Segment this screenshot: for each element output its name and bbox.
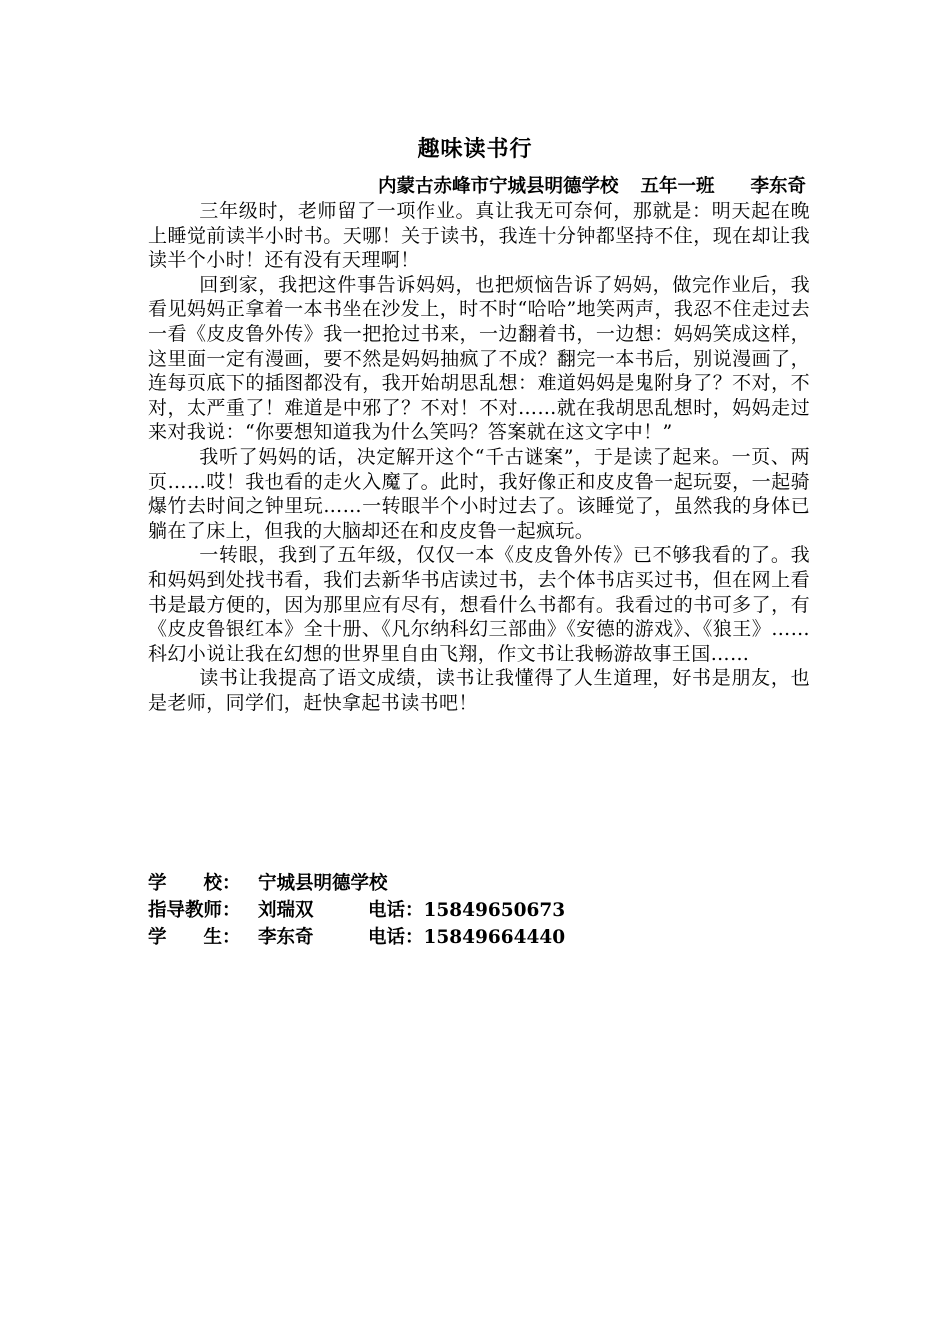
footer-school-row [148,870,810,897]
footer-teacher-row [148,897,810,924]
student-phone: 15849664440 [423,927,566,948]
paragraph-2: 回到家，我把这件事告诉妈妈，也把烦恼告诉了妈妈，做完作业后，我看见妈妈正拿着一本书坐在沙发上，时不时“哈哈”地笑两声，我忍不住走过去一看《皮皮鲁外传》我一把抢过书来，一边翻着书，一边想：妈妈笑成这样，这里面一定有漫画，要不然是妈妈抽疯了不成？翻完一本书后，别说漫画了，连每页底下的插图都没有，我开始胡思乱想：难道妈妈是鬼附身了？不对，不对，太严重了！难道是中邪了？不对！不对……就在我胡思乱想时，妈妈走过来对我说：“你要想知道我为什么笑吗？答案就在这文字中！” [148,273,810,444]
byline-author: 李东奇 [750,176,806,197]
paragraph-4: 一转眼，我到了五年级，仅仅一本《皮皮鲁外传》已不够我看的了。我和妈妈到处找书看，我们去新华书店读过书，去个体书店买过书，但在网上看书是最方便的，因为那里应有尽有，想看什么书都有。我看过的书可多了，有《皮皮鲁银红本》全十册、《凡尔纳科幻三部曲》《安德的游戏》、《狼王》……科幻小说让我在幻想的世界里自由飞翔，作文书让我畅游故事王国…… [148,544,810,665]
byline-class: 五年一班 [640,176,715,197]
teacher-label: 指导教师： [148,900,241,921]
document-title: 趣味读书行 [417,136,533,162]
student-label: 学 生： [148,927,241,948]
teacher-phone: 15849650673 [423,900,566,921]
byline-school: 内蒙古赤峰市宁城县明德学校 [377,176,619,197]
footer-student-row [148,924,810,951]
paragraph-5: 读书让我提高了语文成绩，读书让我懂得了人生道理，好书是朋友，也是老师，同学们，赶快拿起书读书吧！ [148,667,810,714]
paragraph-1: 三年级时，老师留了一项作业。真让我无可奈何，那就是：明天起在晚上睡觉前读半小时书。天哪！关于读书，我连十分钟都坚持不住，现在却让我读半个小时！还有没有天理啊！ [148,200,810,272]
teacher-phone-label: 电话： [368,900,424,921]
student-phone-label: 电话： [368,927,424,948]
school-value: 宁城县明德学校 [258,873,388,894]
student-value: 李东奇 [258,927,314,948]
article-body [148,199,810,715]
teacher-value: 刘瑞双 [258,900,314,921]
school-label: 学 校： [148,873,241,894]
byline [148,174,806,200]
paragraph-3: 我听了妈妈的话，决定解开这个“千古谜案”，于是读了起来。一页、两页……哎！我也看的走火入魔了。此时，我好像正和皮皮鲁一起玩耍，一起骑爆竹去时间之钟里玩……一转眼半个小时过去了。该睡觉了，虽然我的身体已躺在了床上，但我的大脑却还在和皮皮鲁一起疯玩。 [148,445,810,542]
footer-info [148,870,810,951]
